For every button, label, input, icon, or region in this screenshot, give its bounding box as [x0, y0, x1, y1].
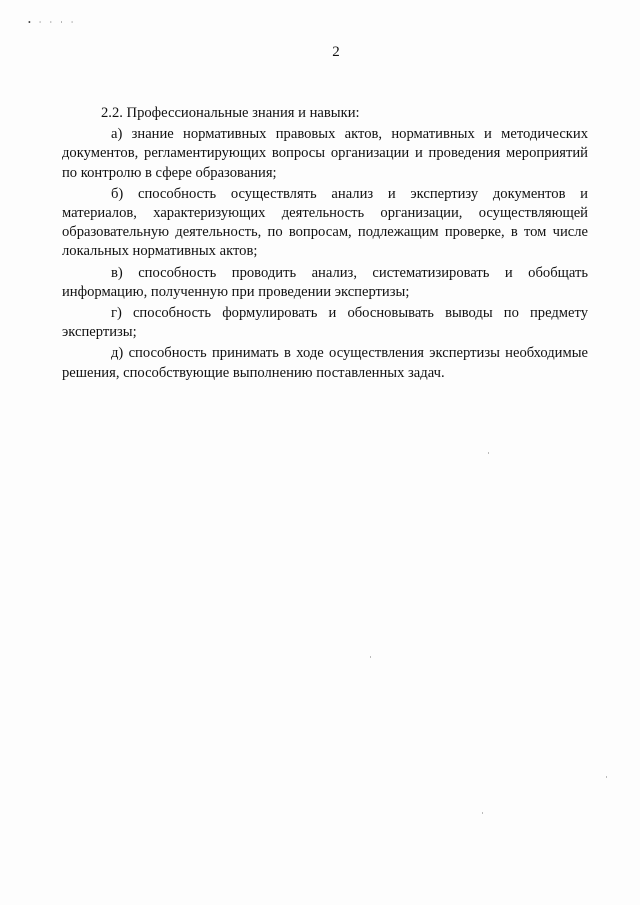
- section-heading: 2.2. Профессиональные знания и навыки:: [101, 105, 360, 121]
- page-number: 2: [332, 44, 340, 60]
- paragraph-a: а) знание нормативных правовых актов, нормативных и методических документов, регламентирующих вопросы организации и проведения мероприятий по контролю в сфере образования;: [62, 126, 588, 181]
- scan-speck: [606, 776, 607, 778]
- paragraph-b: б) способность осуществлять анализ и экспертизу документов и материалов, характеризующих деятельность организации, осуществляющей образовательную деятельность, по вопросам, подлежащим проверке, в том числе локальных нормативных актов;: [62, 185, 588, 260]
- paragraph-c: в) способность проводить анализ, систематизировать и обобщать информацию, полученную при проведении экспертизы;: [62, 264, 588, 300]
- scan-speck: [488, 452, 489, 454]
- scan-artifact-dots: • · · · ·: [28, 18, 77, 27]
- scan-speck: [370, 656, 371, 658]
- paragraph-e: д) способность принимать в ходе осуществления экспертизы необходимые решения, способствующие выполнению поставленных задач.: [62, 345, 588, 381]
- scan-speck: [482, 812, 483, 814]
- document-body: [62, 104, 588, 385]
- paragraph-d: г) способность формулировать и обосновывать выводы по предмету экспертизы;: [62, 305, 588, 341]
